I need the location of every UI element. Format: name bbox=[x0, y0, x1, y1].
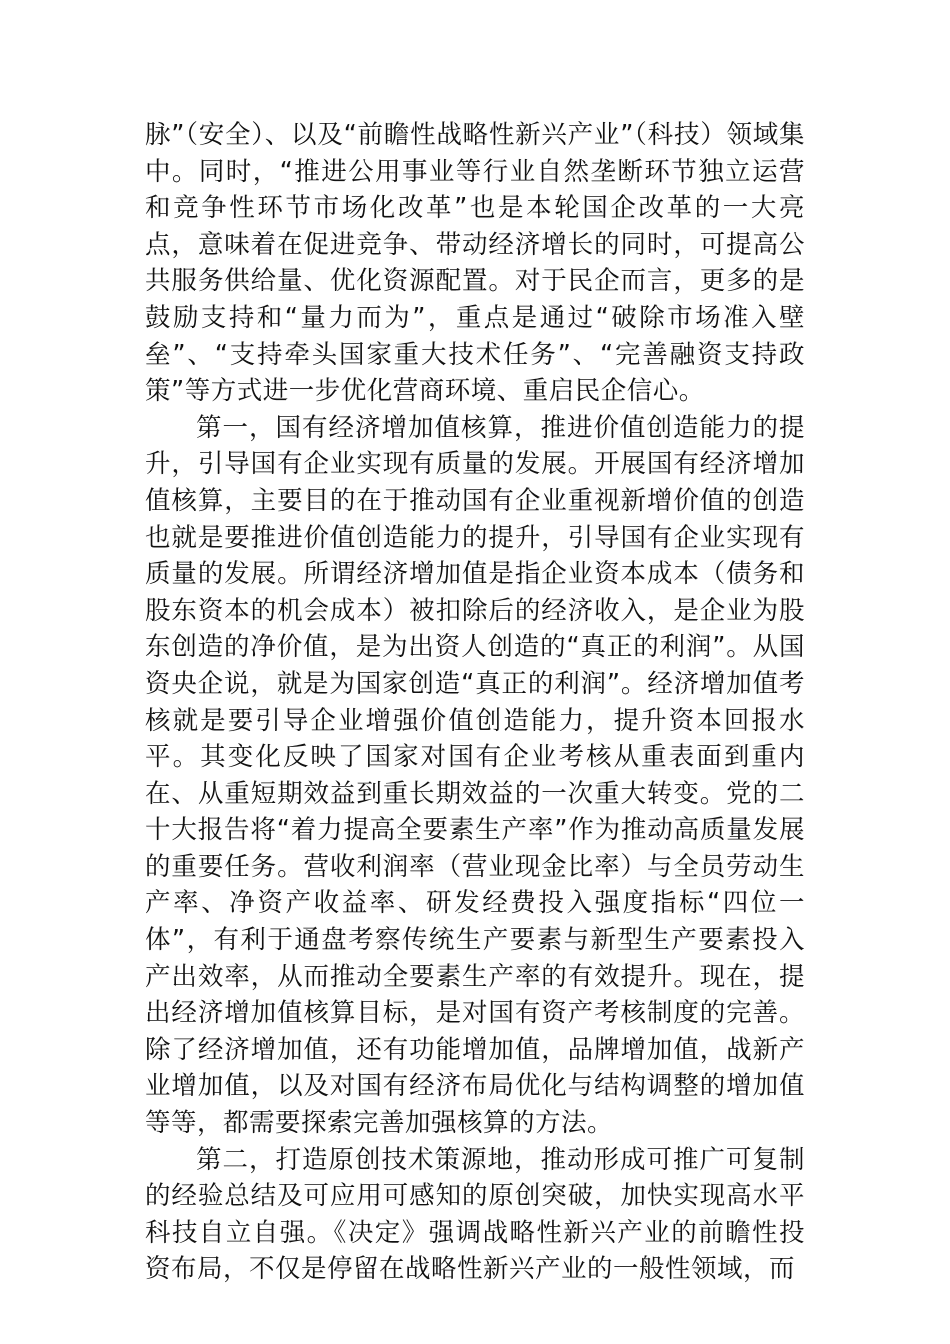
paragraph-second-point: 第二，打造原创技术策源地，推动形成可推广可复制的经验总结及可应用可感知的原创突破，加快实现高水平科技自立自强。《决定》强调战略性新兴产业的前瞻性投资布局，不仅是停留在战略性新兴产业的一般性领域，而 bbox=[145, 1144, 805, 1285]
paragraph-first-point: 第一，国有经济增加值核算，推进价值创造能力的提升，引导国有企业实现有质量的发展。开展国有经济增加值核算，主要目的在于推动国有企业重视新增价值的创造也就是要推进价值创造能力的提升，引导国有企业实现有质量的发展。所谓经济增加值是指企业资本成本（债务和股东资本的机会成本）被扣除后的经济收入，是企业为股东创造的净价值，是为出资人创造的“真正的利润”。从国资央企说，就是为国家创造“真正的利润”。经济增加值考核就是要引导企业增强价值创造能力，提升资本回报水平。其变化反映了国家对国有企业考核从重表面到重内在、从重短期效益到重长期效益的一次重大转变。党的二十大报告将“着力提高全要素生产率”作为推动高质量发展的重要任务。营收利润率（营业现金比率）与全员劳动生产率、净资产收益率、研发经费投入强度指标“四位一体”，有利于通盘考察传统生产要素与新型生产要素投入产出效率，从而推动全要素生产率的有效提升。现在，提出经济增加值核算目标，是对国有资产考核制度的完善。除了经济增加值，还有功能增加值，品牌增加值，战新产业增加值，以及对国有经济布局优化与结构调整的增加值等等，都需要探索完善加强核算的方法。 bbox=[145, 412, 805, 1139]
paragraph-continued: 脉”（安全）、以及“前瞻性战略性新兴产业”（科技）领域集中。同时，“推进公用事业等行业自然垄断环节独立运营和竞争性环节市场化改革”也是本轮国企改革的一大亮点，意味着在促进竞争、带动经济增长的同时，可提高公共服务供给量、优化资源配置。对于民企而言，更多的是鼓励支持和“量力而为”，重点是通过“破除市场准入壁垒”、“支持牵头国家重大技术任务”、“完善融资支持政策”等方式进一步优化营商环境、重启民企信心。 bbox=[145, 120, 805, 407]
document-page bbox=[145, 117, 805, 1288]
